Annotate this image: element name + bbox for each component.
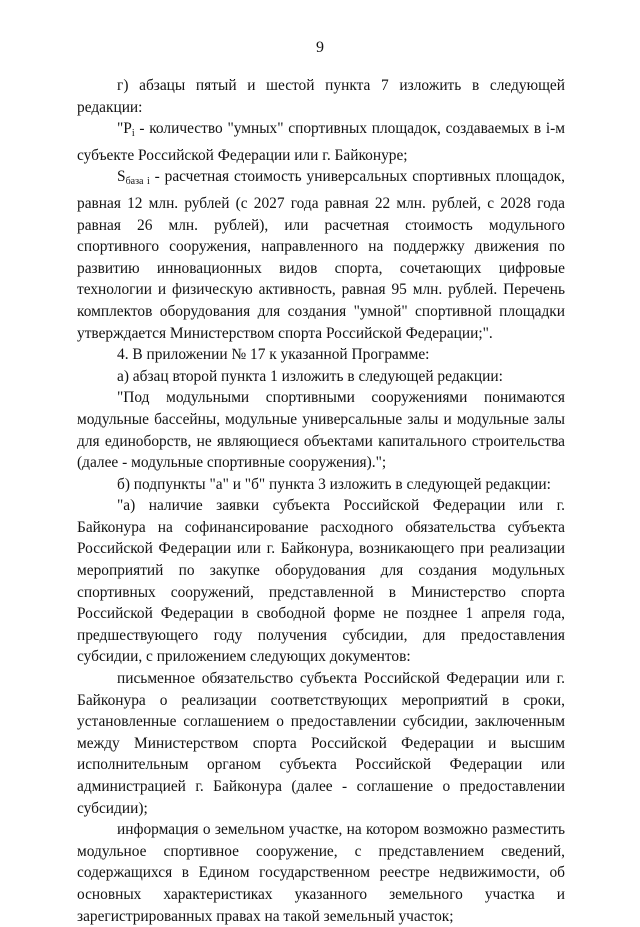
symbol-s: S [117, 168, 126, 186]
paragraph-application-requirement: "а) наличие заявки субъекта Российской Федерации или г. Байконура на софинансирование расходного обязательства субъекта Российской Федерации или г. Байконура, возникающего при реализации мероприятий по закупке оборудования для создания модульных спортивных сооружений, представленной в Министерство спорта Российской Федерации в свободной форме не позднее 1 апреля года, предшествующего году получения субсидии, для предоставления субсидии, с приложением следующих документов: [77, 497, 565, 666]
paragraph-amend-a: а) абзац второй пункта 1 изложить в следующей редакции: [117, 367, 503, 385]
symbol-s-subscript: база i [125, 176, 150, 188]
paragraph-amend-b: б) подпункты "а" и "б" пункта 3 изложить в следующей редакции: [117, 475, 551, 493]
paragraph-amend-g: г) абзацы пятый и шестой пункта 7 изложить в следующей редакции: [77, 77, 565, 116]
symbol-p-subscript: i [131, 128, 135, 140]
page-number: 9 [316, 39, 324, 56]
document-body [77, 75, 565, 927]
paragraph-appendix-17: 4. В приложении № 17 к указанной Программе: [117, 346, 430, 364]
paragraph-land-info: информация о земельном участке, на котором возможно разместить модульное спортивное сооружение, с представлением сведений, содержащихся в Едином государственном реестре недвижимости, об основных характеристиках указанного земельного участка и зарегистрированных правах на такой земельный участок; [77, 821, 565, 925]
paragraph-p-definition [77, 118, 565, 166]
paragraph-written-obligation: письменное обязательство субъекта Российской Федерации или г. Байконура о реализации соответствующих мероприятий в сроки, установленные соглашением о предоставлении субсидии, заключенным между Министерством спорта Российской Федерации и высшим исполнительным органом субъекта Российской Федерации или администрацией г. Байконура (далее - соглашение о предоставлении субсидии); [77, 670, 565, 817]
symbol-p: P [123, 120, 132, 138]
s-definition-text: - расчетная стоимость универсальных спортивных площадок, равная 12 млн. рублей (с 2027 года равная 22 млн. рублей, с 2028 года равная 26 млн. рублей), или расчетная стоимость модульного спортивного сооружения, направленного на поддержку движения по развитию инновационных видов спорта, сочетающих цифровые технологии и физическую активность, равная 95 млн. рублей. Перечень комплектов оборудования для создания "умной" спортивной площадки утверждается Министерством спорта Российской Федерации;". [77, 168, 565, 342]
paragraph-s-definition [77, 166, 565, 344]
paragraph-modular-definition: "Под модульными спортивными сооружениями понимаются модульные бассейны, модульные универсальные залы и модульные залы для единоборств, не являющиеся объектами капитального строительства (далее - модульные спортивные сооружения)."; [77, 389, 565, 472]
p-definition-text: - количество "умных" спортивных площадок, создаваемых в i-м субъекте Российской Федерации или г. Байконуре; [77, 120, 565, 164]
open-quote: " [117, 120, 124, 138]
